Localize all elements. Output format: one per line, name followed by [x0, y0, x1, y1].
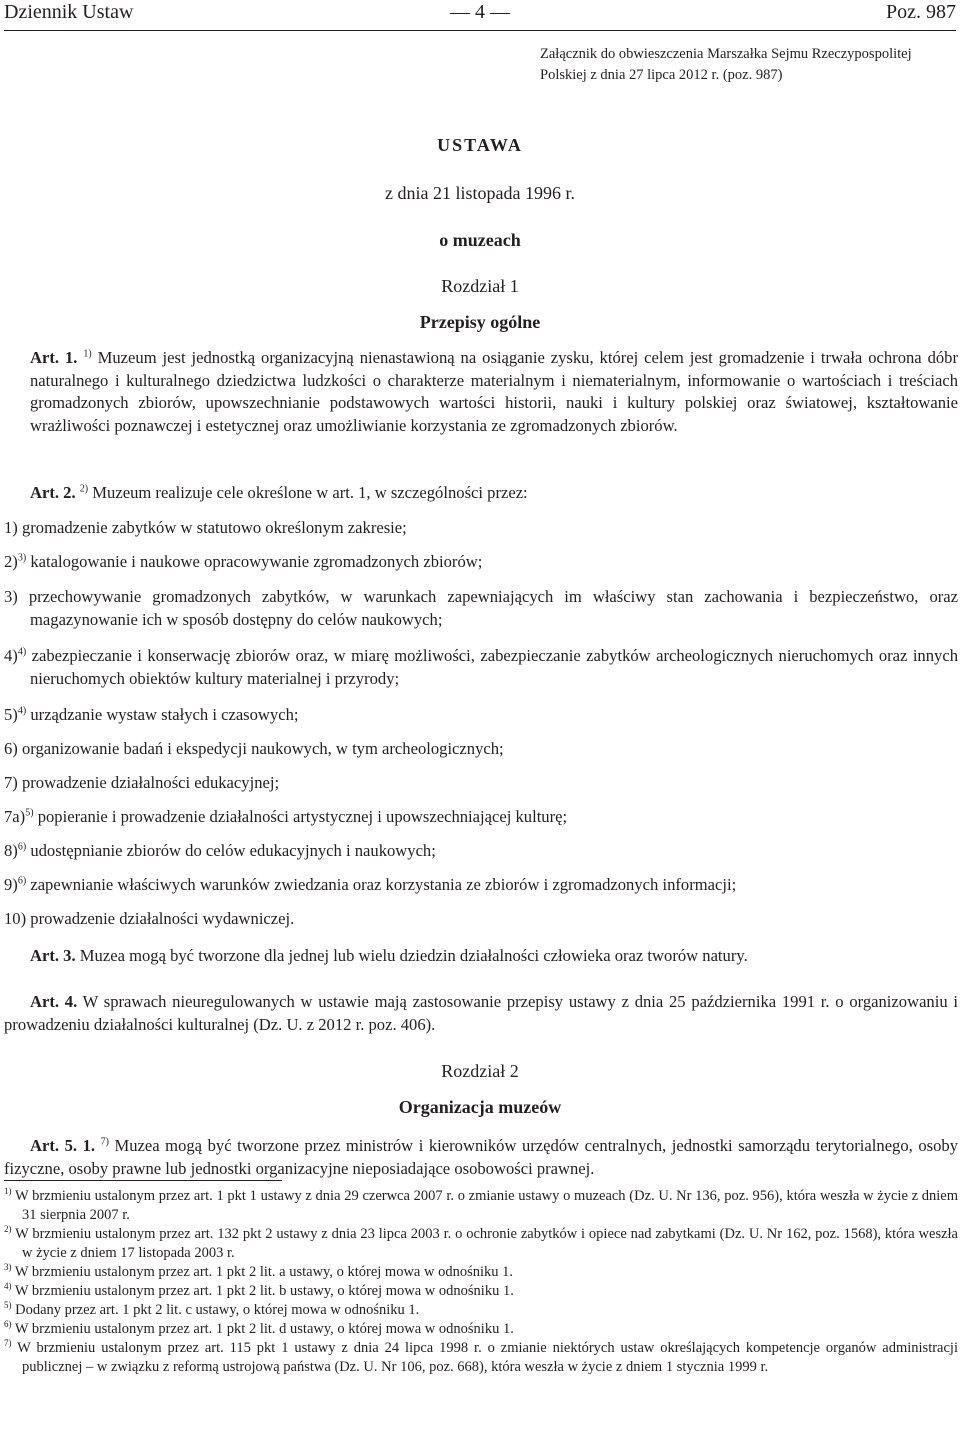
list-item [4, 517, 958, 540]
list-item-text: gromadzenie zabytków w statutowo określonym zakresie; [21, 518, 407, 537]
footnotes [4, 1187, 958, 1377]
list-item-text: urządzanie wystaw stałych i czasowych; [30, 705, 299, 724]
article-2-label: Art. 2. [30, 483, 76, 502]
act-subject: o muzeach [439, 230, 521, 250]
chapter-2-title: Organizacja muzeów [398, 1097, 562, 1117]
list-item-text: organizowanie badań i ekspedycji naukowych, w tym archeologicznych; [21, 739, 504, 758]
list-item [4, 551, 958, 574]
chapter-2-label: Rozdział 2 [441, 1061, 519, 1081]
list-item-text: zapewnianie właściwych warunków zwiedzania oraz korzystania ze zbiorów i zgromadzonych informacji; [30, 875, 737, 894]
footnote-number: 7) [4, 1338, 12, 1349]
list-item-text: udostępnianie zbiorów do celów edukacyjnych i naukowych; [30, 841, 436, 860]
footnote-ref: 4) [17, 705, 27, 717]
chapter-1-title: Przepisy ogólne [419, 312, 541, 332]
article-5-label: Art. 5. 1. [30, 1136, 96, 1155]
list-item-number: 10) [4, 909, 27, 928]
article-1-text: Muzeum jest jednostką organizacyjną nienastawioną na osiąganie zysku, której celem jest gromadzenie i trwała ochrona dóbr naturalnego i kulturalnego dziedzictwa ludzkości o charakterze materialnym i niematerialnym, informowanie o wartościach i treściach gromadzonych zbiorów, upowszechnianie podstawowych wartości historii, nauki i kultury polskiej oraz światowej, kształtowanie wrażliwości poznawczej i estetycznej oraz umożliwianie korzystania ze zgromadzonych zbiorów. [30, 348, 959, 435]
list-item [4, 908, 958, 931]
list-item [4, 704, 958, 727]
article-5 [4, 1135, 958, 1180]
list-item-text: katalogowanie i naukowe opracowywanie zgromadzonych zbiorów; [30, 552, 483, 571]
list-item [4, 738, 958, 761]
list-item-number: 3) [4, 587, 18, 606]
list-item-number: 2) [4, 552, 18, 571]
footnote [4, 1187, 958, 1225]
list-item-number: 6) [4, 739, 18, 758]
footnote [4, 1339, 958, 1377]
article-1-label: Art. 1. [30, 348, 78, 367]
footnote-text: W brzmieniu ustalonym przez art. 115 pkt 1 ustawy z dnia 24 lipca 1998 r. o zmianie niektórych ustaw określających kompetencje organów administracji publicznej – w związku z reformą ustrojową państwa (Dz. U. Nr 106, poz. 668), która weszła w życie z dniem 1 stycznia 1999 r. [17, 1340, 958, 1375]
list-item [4, 645, 958, 690]
act-title: USTAWA [437, 135, 523, 155]
article-2-text: Muzeum realizuje cele określone w art. 1, w szczególności przez: [92, 483, 528, 502]
list-item-text: popieranie i prowadzenie działalności artystycznej i upowszechniającej kulturę; [37, 807, 568, 826]
footnote-ref: 3) [17, 552, 27, 564]
article-2 [4, 482, 958, 505]
item-number: Poz. 987 [886, 1, 956, 23]
article-3-label: Art. 3. [30, 946, 76, 965]
footnote [4, 1282, 958, 1301]
footnote-text: W brzmieniu ustalonym przez art. 1 pkt 2 lit. b ustawy, o której mowa w odnośniku 1. [14, 1283, 514, 1299]
footnote-text: Dodany przez art. 1 pkt 2 lit. c ustawy, o której mowa w odnośniku 1. [15, 1302, 420, 1318]
list-item [4, 874, 958, 897]
footnote [4, 1301, 958, 1320]
footnote-ref: 1) [83, 348, 92, 360]
article-4-label: Art. 4. [30, 992, 78, 1011]
footnote-ref: 4) [17, 646, 27, 658]
list-item-number: 5) [4, 705, 18, 724]
article-1 [4, 347, 958, 437]
list-item [4, 840, 958, 863]
footnote-number: 5) [4, 1300, 12, 1311]
footnote-ref: 5) [25, 807, 34, 819]
article-5-text: Muzea mogą być tworzone przez ministrów i kierowników urzędów centralnych, jednostki samorządu terytorialnego, osoby fizyczne, osoby prawne lub jednostki organizacyjne nieposiadające osobowości prawnej. [4, 1136, 958, 1178]
footnote-text: W brzmieniu ustalonym przez art. 132 pkt 2 ustawy z dnia 23 lipca 2003 r. o ochronie zabytków i opiece nad zabytkami (Dz. U. Nr 162, poz. 1568), która weszła w życie z dniem 17 listopada 2003 r. [15, 1226, 958, 1261]
list-item-number: 7a) [4, 807, 26, 826]
article-4-text: W sprawach nieuregulowanych w ustawie mają zastosowanie przepisy ustawy z dnia 25 października 1991 r. o organizowaniu i prowadzeniu działalności kulturalnej (Dz. U. z 2012 r. poz. 406). [4, 992, 958, 1034]
footnote-number: 1) [4, 1186, 12, 1197]
article-3-text: Muzea mogą być tworzone dla jednej lub wielu dziedzin działalności człowieka oraz tworów natury. [79, 946, 748, 965]
annex-note: Załącznik do obwieszczenia Marszałka Sejmu Rzeczypospolitej Polskiej z dnia 27 lipca 2012 r. (poz. 987) [540, 46, 912, 83]
footnote [4, 1263, 958, 1282]
list-item-number: 4) [4, 646, 18, 665]
footnote-rule [4, 1180, 282, 1181]
list-item-text: zabezpieczanie i konserwację zbiorów oraz, w miarę możliwości, zabezpieczanie zabytków archeologicznych nieruchomych oraz innych nieruchomych obiektów kultury materialnej i przyrody; [30, 646, 958, 688]
footnote-number: 4) [4, 1281, 12, 1292]
list-item-text: przechowywanie gromadzonych zabytków, w warunkach zapewniających im właściwy stan zachowania i bezpieczeństwo, oraz magazynowanie ich w sposób dostępny do celów naukowych; [28, 587, 959, 629]
list-item [4, 772, 958, 795]
article-3 [4, 945, 958, 968]
page-header [4, 0, 956, 24]
page-number: — 4 — [450, 1, 510, 23]
footnote-number: 2) [4, 1224, 12, 1235]
list-item-text: prowadzenie działalności wydawniczej. [30, 909, 295, 928]
footnote-text: W brzmieniu ustalonym przez art. 1 pkt 1 ustawy z dnia 29 czerwca 2007 r. o zmianie ustawy o muzeach (Dz. U. Nr 136, poz. 956), która weszła w życie z dniem 31 sierpnia 2007 r. [14, 1188, 958, 1223]
list-item-text: prowadzenie działalności edukacyjnej; [21, 773, 280, 792]
footnote-number: 3) [4, 1262, 12, 1273]
footnote [4, 1320, 958, 1339]
article-4 [4, 991, 958, 1036]
footnote [4, 1225, 958, 1263]
footnote-number: 6) [4, 1319, 12, 1330]
footnote-text: W brzmieniu ustalonym przez art. 1 pkt 2 lit. d ustawy, o której mowa w odnośniku 1. [14, 1321, 514, 1337]
list-item-number: 9) [4, 875, 18, 894]
chapter-1-label: Rozdział 1 [441, 276, 519, 296]
list-item [4, 586, 958, 631]
footnote-ref: 6) [17, 875, 27, 887]
footnote-text: W brzmieniu ustalonym przez art. 1 pkt 2 lit. a ustawy, o której mowa w odnośniku 1. [14, 1264, 514, 1280]
footnote-ref: 6) [17, 841, 27, 853]
list-item-number: 1) [4, 518, 18, 537]
header-rule [4, 30, 956, 31]
footnote-ref: 2) [79, 483, 89, 495]
list-item-number: 7) [4, 773, 18, 792]
list-item-number: 8) [4, 841, 18, 860]
list-item [4, 806, 958, 829]
footnote-ref: 7) [100, 1136, 109, 1148]
act-date: z dnia 21 listopada 1996 r. [385, 183, 575, 203]
journal-name: Dziennik Ustaw [4, 1, 134, 23]
